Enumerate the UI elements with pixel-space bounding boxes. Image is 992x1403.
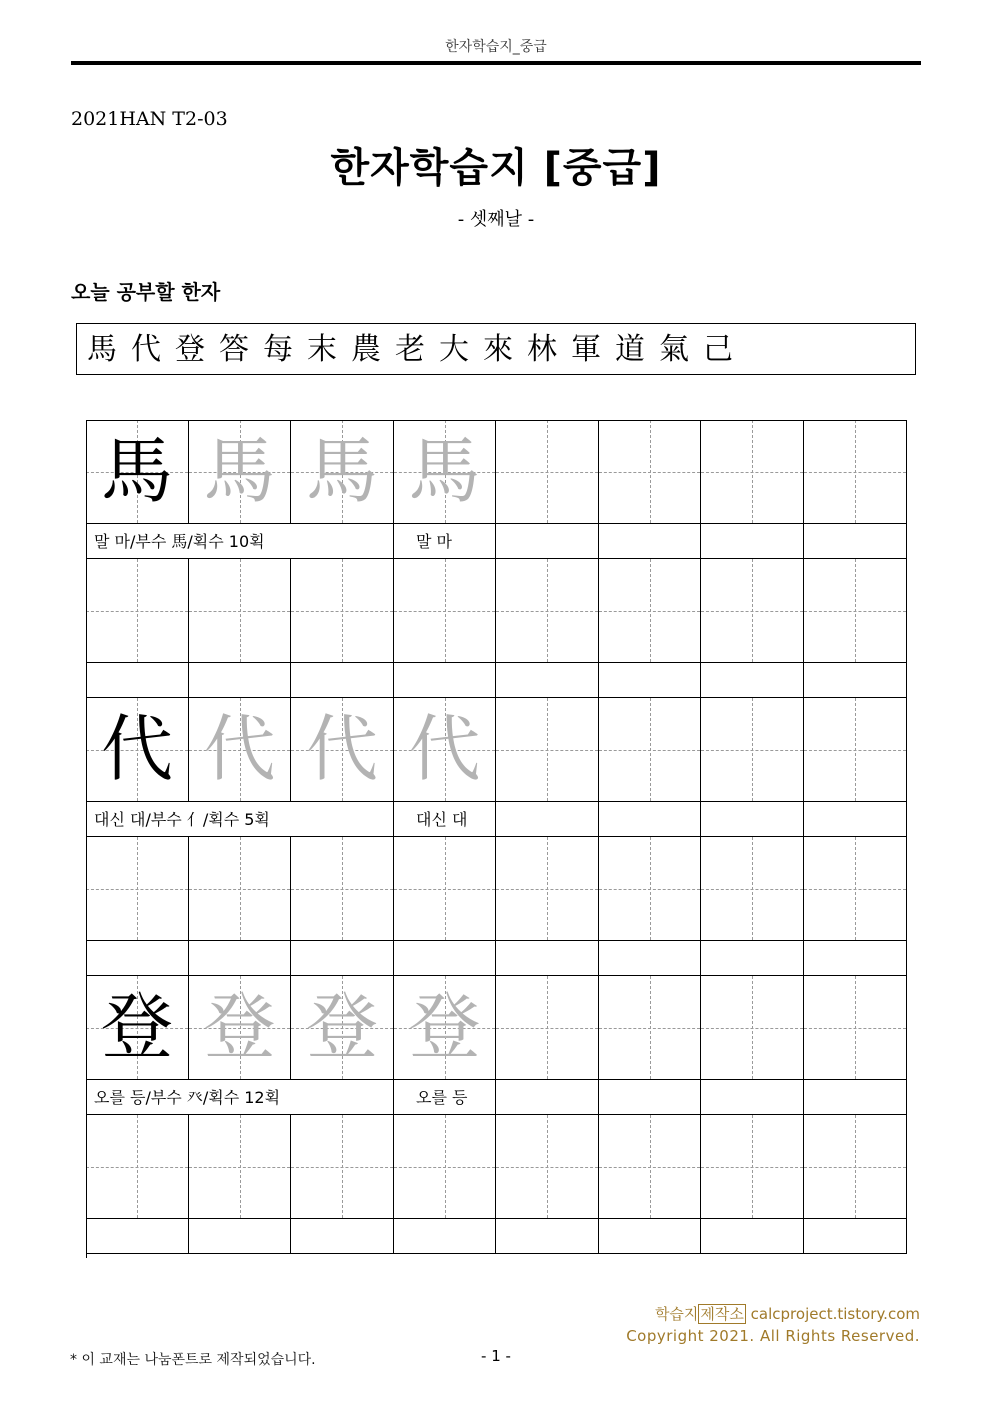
guide-line-horizontal <box>189 611 290 612</box>
guide-line-horizontal <box>804 889 906 890</box>
writing-cell[interactable] <box>701 420 804 524</box>
reading-cell[interactable] <box>701 802 804 837</box>
writing-cell[interactable] <box>394 559 496 663</box>
page-title: 한자학습지 [중급] <box>330 145 662 191</box>
practice-grid <box>86 420 907 1258</box>
reading-cell[interactable] <box>189 663 291 698</box>
writing-cell[interactable] <box>86 976 189 1080</box>
reading-cell[interactable] <box>496 663 599 698</box>
guide-line-horizontal <box>804 611 906 612</box>
brand-prefix: 학습지 <box>654 1305 699 1323</box>
guide-line-horizontal <box>701 750 803 751</box>
writing-cell[interactable] <box>599 1115 701 1219</box>
writing-cell[interactable] <box>189 559 291 663</box>
guide-line-horizontal <box>496 889 598 890</box>
hanja-info-label: 말 마/부수 馬/획수 10획 <box>86 524 394 559</box>
writing-cell[interactable] <box>496 698 599 802</box>
trace-hanja: 馬 <box>305 429 378 513</box>
guide-line-horizontal <box>599 472 700 473</box>
writing-cell[interactable] <box>496 837 599 941</box>
font-note: * 이 교재는 나눔폰트로 제작되었습니다. <box>70 1352 316 1368</box>
hanja-info-label: 대신 대/부수 亻/획수 5획 <box>86 802 394 837</box>
reading-cell[interactable] <box>701 663 804 698</box>
trace-hanja: 馬 <box>203 429 276 513</box>
reading-cell[interactable] <box>496 941 599 976</box>
writing-cell[interactable] <box>804 976 907 1080</box>
reading-cell[interactable] <box>86 663 189 698</box>
guide-line-horizontal <box>86 1167 188 1168</box>
today-hanja-label: 오늘 공부할 한자 <box>71 280 221 304</box>
guide-line-horizontal <box>599 1167 700 1168</box>
reading-cell[interactable] <box>189 1219 291 1254</box>
doc-code: 2021HAN T2-03 <box>71 108 228 130</box>
guide-line-horizontal <box>496 611 598 612</box>
writing-cell[interactable] <box>291 837 394 941</box>
writing-cell[interactable] <box>394 976 496 1080</box>
reading-cell[interactable] <box>496 1219 599 1254</box>
reading-cell[interactable] <box>291 663 394 698</box>
writing-cell[interactable] <box>804 559 907 663</box>
reading-cell[interactable] <box>599 524 701 559</box>
guide-line-horizontal <box>599 1028 700 1029</box>
writing-cell[interactable] <box>701 698 804 802</box>
running-header: 한자학습지_중급 <box>445 39 547 55</box>
guide-line-horizontal <box>394 889 495 890</box>
reading-cell[interactable] <box>701 941 804 976</box>
guide-line-horizontal <box>394 611 495 612</box>
reading-cell[interactable] <box>804 802 907 837</box>
reading-cell[interactable] <box>599 802 701 837</box>
writing-cell[interactable] <box>394 837 496 941</box>
writing-cell[interactable] <box>291 976 394 1080</box>
reading-cell[interactable] <box>394 663 496 698</box>
writing-cell[interactable] <box>86 837 189 941</box>
trace-hanja: 馬 <box>408 429 481 513</box>
reading-cell[interactable] <box>496 802 599 837</box>
guide-line-horizontal <box>496 472 598 473</box>
writing-cell[interactable] <box>804 698 907 802</box>
writing-cell[interactable] <box>291 559 394 663</box>
guide-line-horizontal <box>701 889 803 890</box>
model-hanja: 登 <box>100 985 173 1069</box>
reading-cell[interactable] <box>189 941 291 976</box>
writing-cell[interactable] <box>804 420 907 524</box>
trace-hanja: 登 <box>408 985 481 1069</box>
guide-line-horizontal <box>804 472 906 473</box>
reading-cell[interactable] <box>599 941 701 976</box>
trace-hanja: 代 <box>203 707 276 791</box>
publisher-brand <box>655 1303 920 1324</box>
reading-cell[interactable] <box>804 663 907 698</box>
writing-cell[interactable] <box>189 698 291 802</box>
writing-cell[interactable] <box>701 976 804 1080</box>
reading-cell[interactable] <box>86 1219 189 1254</box>
guide-line-horizontal <box>291 889 393 890</box>
reading-cell[interactable] <box>394 941 496 976</box>
reading-cell[interactable] <box>394 1219 496 1254</box>
model-hanja: 馬 <box>100 429 173 513</box>
writing-cell[interactable] <box>496 559 599 663</box>
writing-cell[interactable] <box>189 976 291 1080</box>
writing-cell[interactable] <box>86 698 189 802</box>
reading-cell[interactable] <box>496 524 599 559</box>
reading-cell[interactable] <box>599 663 701 698</box>
guide-line-horizontal <box>701 611 803 612</box>
writing-cell[interactable] <box>291 698 394 802</box>
guide-line-horizontal <box>804 1167 906 1168</box>
writing-cell[interactable] <box>86 420 189 524</box>
guide-line-horizontal <box>189 1167 290 1168</box>
writing-cell[interactable] <box>291 1115 394 1219</box>
reading-cell[interactable] <box>291 1219 394 1254</box>
writing-cell[interactable] <box>599 559 701 663</box>
writing-cell[interactable] <box>189 837 291 941</box>
hanja-reading-label: 말 마 <box>394 524 496 559</box>
reading-cell[interactable] <box>86 941 189 976</box>
guide-line-horizontal <box>599 750 700 751</box>
writing-cell[interactable] <box>86 559 189 663</box>
trace-hanja: 登 <box>305 985 378 1069</box>
writing-cell[interactable] <box>394 698 496 802</box>
page-number: - 1 - <box>481 1347 511 1365</box>
guide-line-horizontal <box>291 611 393 612</box>
writing-cell[interactable] <box>599 420 701 524</box>
writing-cell[interactable] <box>291 420 394 524</box>
writing-cell[interactable] <box>701 1115 804 1219</box>
header-rule <box>71 61 921 65</box>
page-subtitle: - 셋째날 - <box>457 209 535 230</box>
guide-line-horizontal <box>804 750 906 751</box>
trace-hanja: 登 <box>203 985 276 1069</box>
guide-line-horizontal <box>701 1167 803 1168</box>
guide-line-horizontal <box>291 1167 393 1168</box>
reading-cell[interactable] <box>701 524 804 559</box>
guide-line-horizontal <box>701 1028 803 1029</box>
brand-boxed-text: 제작소 <box>700 1305 744 1323</box>
guide-line-horizontal <box>394 1167 495 1168</box>
writing-cell[interactable] <box>599 837 701 941</box>
writing-cell[interactable] <box>496 976 599 1080</box>
writing-cell[interactable] <box>496 1115 599 1219</box>
guide-line-horizontal <box>86 889 188 890</box>
writing-cell[interactable] <box>86 1115 189 1219</box>
guide-line-horizontal <box>599 889 700 890</box>
reading-cell[interactable] <box>599 1080 701 1115</box>
writing-cell[interactable] <box>701 559 804 663</box>
guide-line-horizontal <box>496 1028 598 1029</box>
reading-cell[interactable] <box>496 1080 599 1115</box>
guide-line-horizontal <box>86 611 188 612</box>
model-hanja: 代 <box>100 707 173 791</box>
reading-cell[interactable] <box>291 941 394 976</box>
guide-line-horizontal <box>804 1028 906 1029</box>
reading-cell[interactable] <box>701 1219 804 1254</box>
guide-line-horizontal <box>496 1167 598 1168</box>
trace-hanja: 代 <box>408 707 481 791</box>
brand-site: calcproject.tistory.com <box>745 1305 920 1323</box>
reading-cell[interactable] <box>804 1080 907 1115</box>
guide-line-horizontal <box>189 889 290 890</box>
reading-cell[interactable] <box>804 941 907 976</box>
writing-cell[interactable] <box>804 1115 907 1219</box>
hanja-info-label: 오를 등/부수 癶/획수 12획 <box>86 1080 394 1115</box>
copyright: Copyright 2021. All Rights Reserved. <box>626 1327 920 1345</box>
hanja-reading-label: 오를 등 <box>394 1080 496 1115</box>
guide-line-horizontal <box>599 611 700 612</box>
reading-cell[interactable] <box>804 1219 907 1254</box>
writing-cell[interactable] <box>394 1115 496 1219</box>
writing-cell[interactable] <box>394 420 496 524</box>
writing-cell[interactable] <box>189 420 291 524</box>
guide-line-horizontal <box>496 750 598 751</box>
trace-hanja: 代 <box>305 707 378 791</box>
writing-cell[interactable] <box>189 1115 291 1219</box>
writing-cell[interactable] <box>599 698 701 802</box>
today-hanja-list: 馬代登答每末農老大來林軍道氣己 <box>76 323 916 375</box>
writing-cell[interactable] <box>599 976 701 1080</box>
guide-line-horizontal <box>701 472 803 473</box>
reading-cell[interactable] <box>599 1219 701 1254</box>
reading-cell[interactable] <box>804 524 907 559</box>
writing-cell[interactable] <box>804 837 907 941</box>
writing-cell[interactable] <box>701 837 804 941</box>
reading-cell[interactable] <box>701 1080 804 1115</box>
hanja-reading-label: 대신 대 <box>394 802 496 837</box>
writing-cell[interactable] <box>496 420 599 524</box>
